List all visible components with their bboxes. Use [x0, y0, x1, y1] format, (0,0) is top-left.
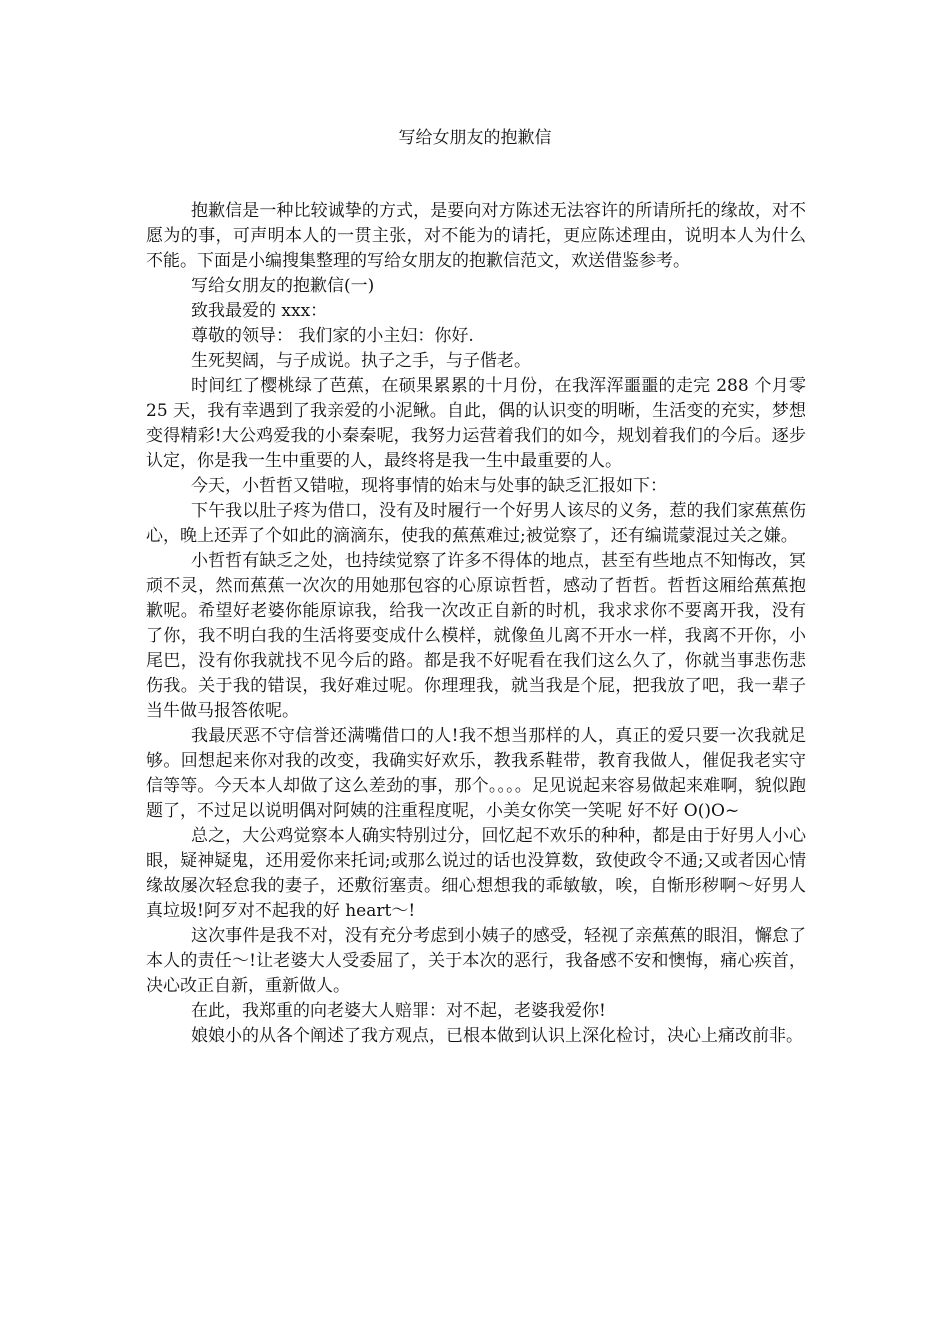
paragraph: 抱歉信是一种比较诚挚的方式，是要向对方陈述无法容许的所请所托的缘故，对不愿为的事，可声明本人的一贯主张，对不能为的请托，更应陈述理由，说明本人为什么不能。下面是小编搜集整理的写给女朋友的抱歉信范文，欢送借鉴参考。: [146, 201, 806, 271]
paragraph: 尊敬的领导： 我们家的小主妇：你好.: [191, 326, 474, 346]
paragraph: 致我最爱的 xxx：: [191, 301, 328, 321]
paragraph: 下午我以肚子疼为借口，没有及时履行一个好男人该尽的义务，惹的我们家蕉蕉伤心，晚上还弄了个如此的滴滴东，使我的蕉蕉难过;被觉察了，还有编谎蒙混过关之嫌。: [146, 501, 806, 546]
paragraph: 生死契阔，与子成说。执子之手，与子偕老。: [191, 351, 531, 371]
paragraph: 今天，小哲哲又错啦，现将事情的始末与处事的缺乏汇报如下：: [191, 476, 667, 496]
paragraph: 时间红了樱桃绿了芭蕉，在硕果累累的十月份，在我浑浑噩噩的走完 288 个月零 25 天，我有幸遇到了我亲爱的小泥鳅。自此，偶的认识变的明晰，生活变的充实，梦想变得精彩!大公鸡爱我的小秦秦呢，我努力运营着我们的如今，规划着我们的今后。逐步认定，你是我一生中重要的人，最终将是我一生中最重要的人。: [146, 376, 806, 471]
paragraph: 这次事件是我不对，没有充分考虑到小姨子的感受，轻视了亲蕉蕉的眼泪，懈怠了本人的责任～!让老婆大人受委屈了，关于本次的恶行，我备感不安和懊悔，痛心疾首，决心改正自新，重新做人。: [146, 926, 806, 996]
document-title: 写给女朋友的抱歉信: [398, 128, 552, 148]
paragraph: 总之，大公鸡觉察本人确实特别过分，回忆起不欢乐的种种，都是由于好男人小心眼，疑神疑鬼，还用爱你来托词;或那么说过的话也没算数，致使政令不通;又或者因心情缘故屡次轻怠我的妻子，还敷衍塞责。细心想想我的乖敏敏，唉，自惭形秽啊～好男人真垃圾!阿歹对不起我的好 heart～!: [146, 826, 806, 921]
paragraph: 写给女朋友的抱歉信(一): [191, 276, 375, 296]
paragraph: 小哲哲有缺乏之处，也持续觉察了许多不得体的地点，甚至有些地点不知悔改，冥顽不灵，然而蕉蕉一次次的用她那包容的心原谅哲哲，感动了哲哲。哲哲这厢给蕉蕉抱歉呢。希望好老婆你能原谅我，给我一次改正自新的时机，我求求你不要离开我，没有了你，我不明白我的生活将要变成什么模样，就像鱼儿离不开水一样，我离不开你，小尾巴，没有你我就找不见今后的路。都是我不好呢看在我们这么久了，你就当事悲伤悲伤我。关于我的错误，我好难过呢。你理理我，就当我是个屁，把我放了吧，我一辈子当牛做马报答侬呢。: [146, 551, 806, 721]
document-body: [146, 199, 806, 1049]
paragraph: 我最厌恶不守信誉还满嘴借口的人!我不想当那样的人，真正的爱只要一次我就足够。回想起来你对我的改变，我确实好欢乐，教我系鞋带，教育我做人，催促我老实守信等等。今天本人却做了这么差劲的事，那个。。。。足见说起来容易做起来难啊，貌似跑题了，不过足以说明偶对阿姨的注重程度呢，小美女你笑一笑呢 好不好 O()O~: [146, 726, 806, 821]
paragraph: 娘娘小的从各个阐述了我方观点，已根本做到认识上深化检讨，决心上痛改前非。: [191, 1026, 803, 1046]
paragraph: 在此，我郑重的向老婆大人赔罪：对不起，老婆我爱你!: [191, 1001, 606, 1021]
